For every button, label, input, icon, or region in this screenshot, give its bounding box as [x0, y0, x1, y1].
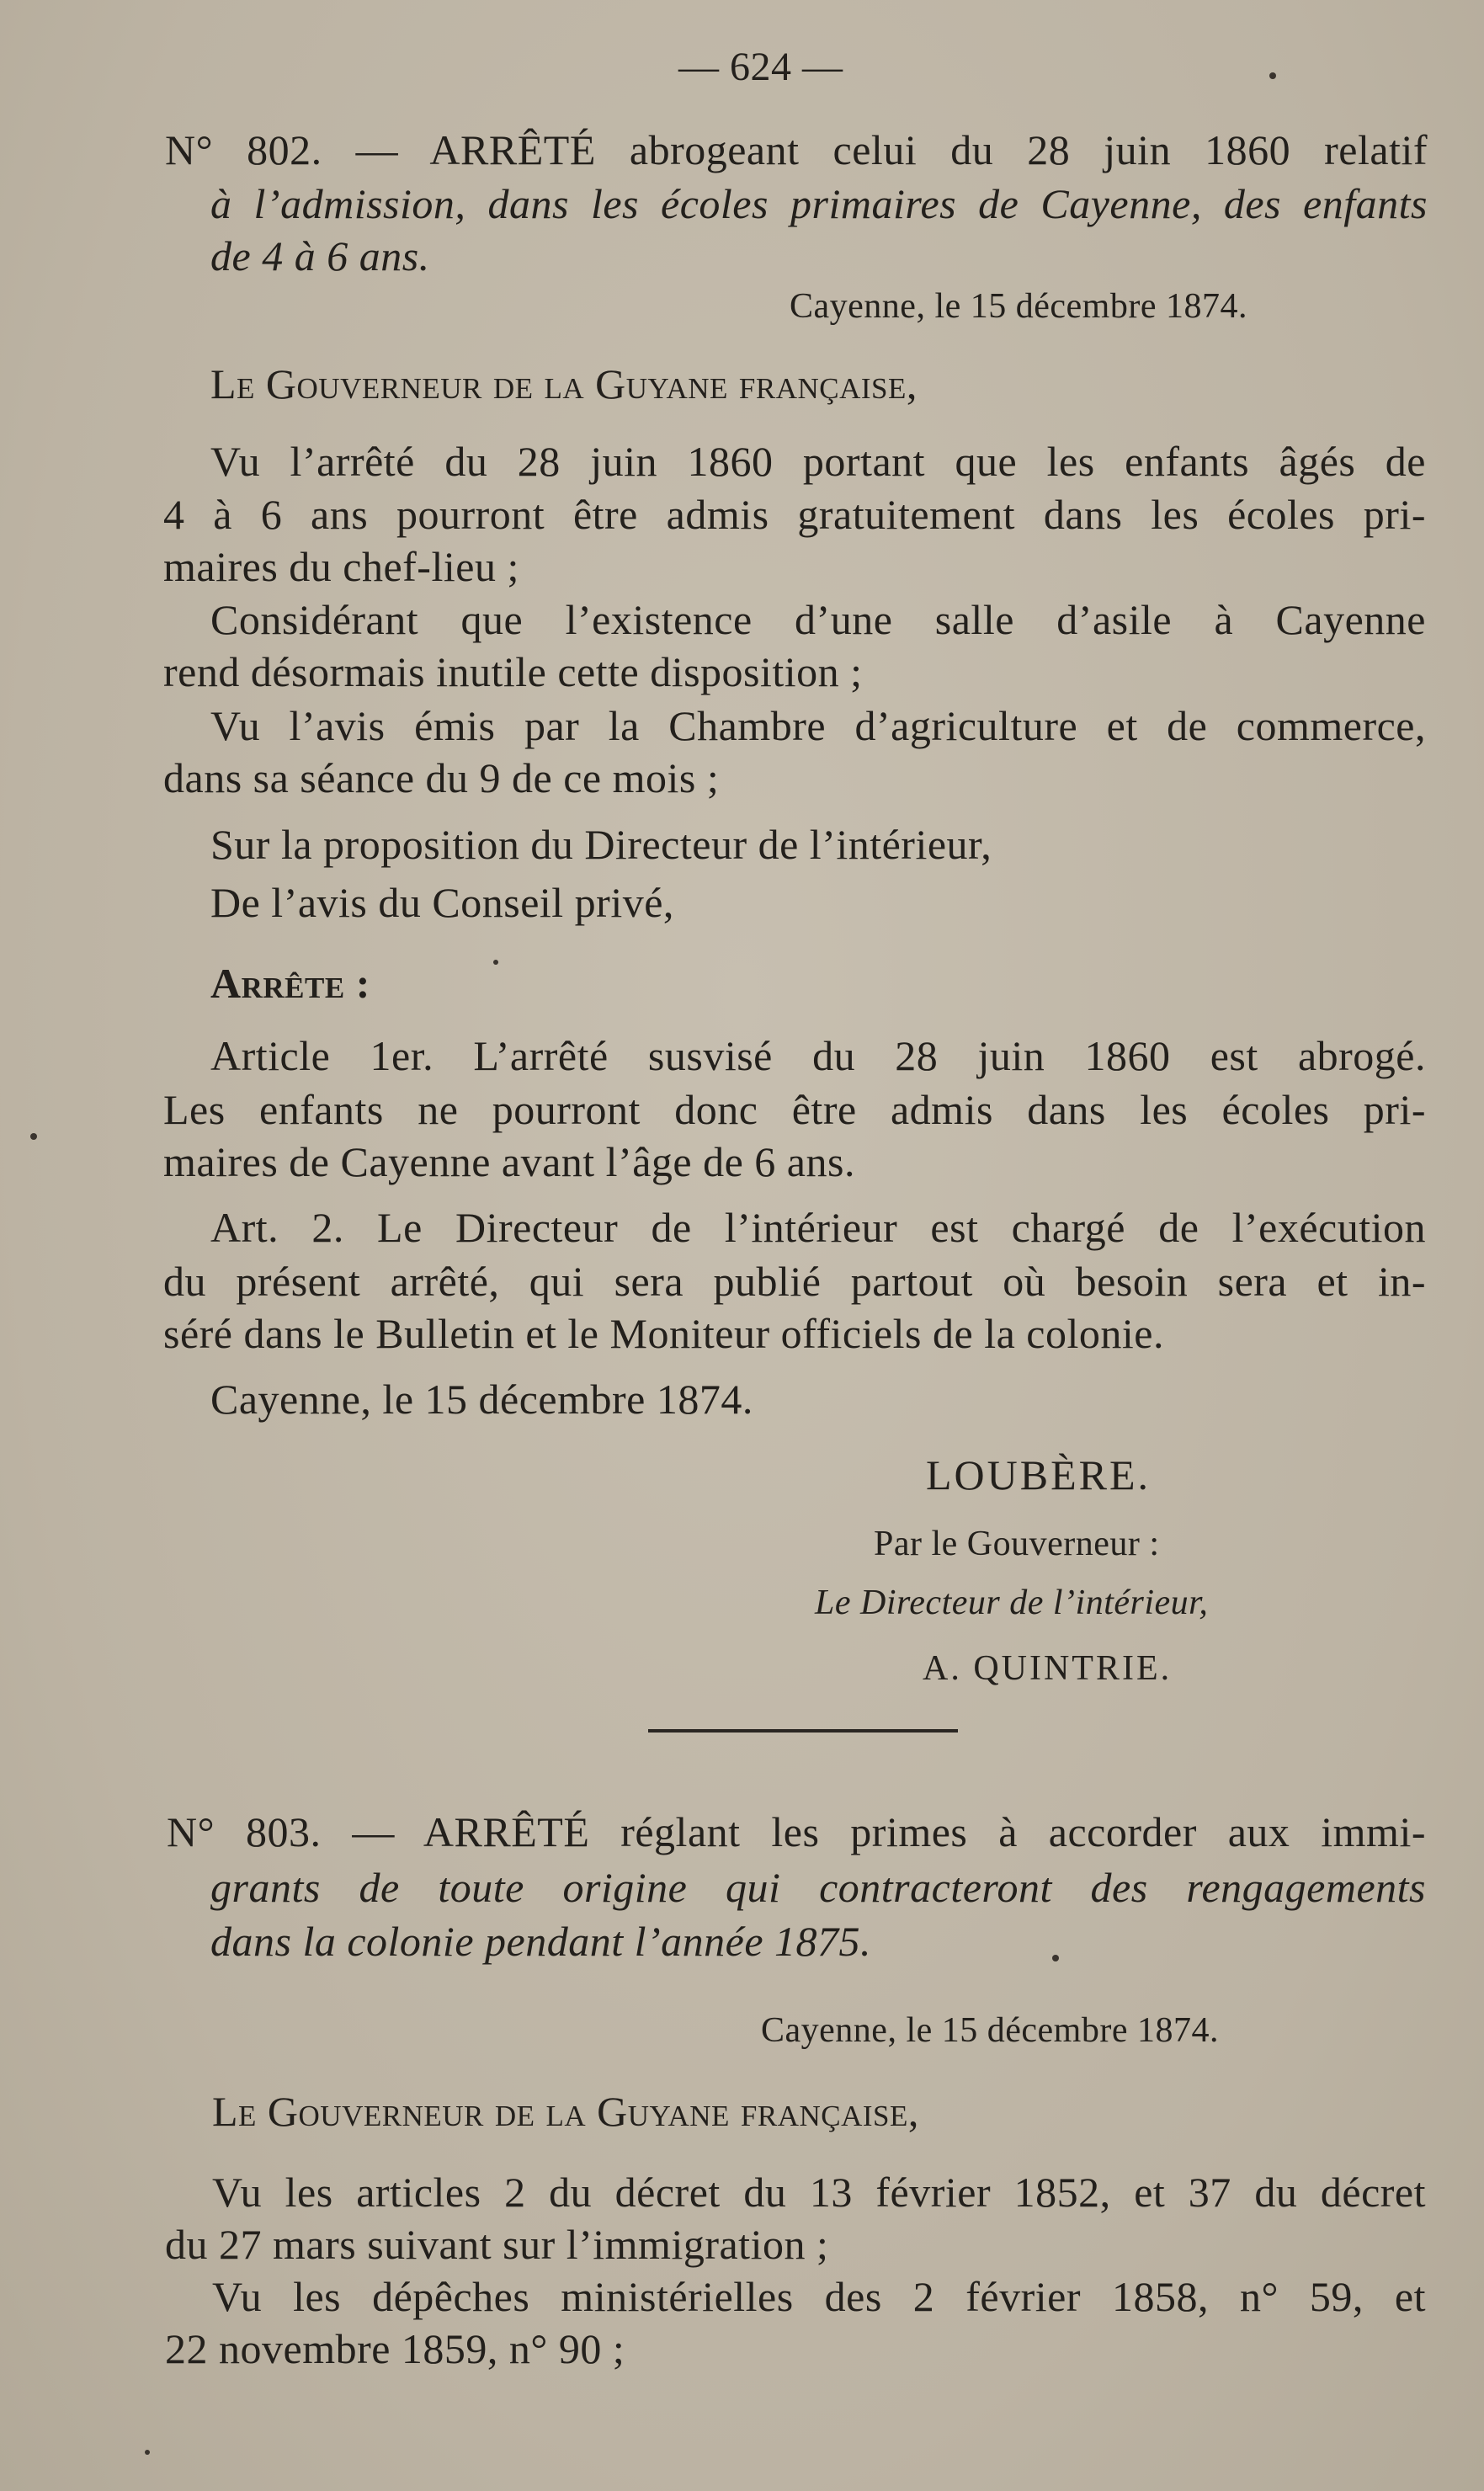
doc802-body-line-9: Sur la proposition du Directeur de l’intérieur,	[210, 821, 992, 868]
doc802-body-line-6: rend désormais inutile cette disposition ;	[163, 648, 863, 695]
doc803-title-line-2: grants de toute origine qui contracteront des rengagements	[210, 1864, 1426, 1911]
scan-speck	[145, 2450, 150, 2455]
scan-speck	[493, 960, 498, 965]
doc803-body-line-1: Le Gouverneur de la Guyane française,	[212, 2088, 919, 2135]
doc802-body-line-13: Les enfants ne pourront donc être admis dans les écoles pri-	[163, 1086, 1426, 1133]
doc802-body-line-8: dans sa séance du 9 de ce mois ;	[163, 754, 720, 801]
section-separator	[648, 1729, 958, 1733]
doc803-body-line-5: 22 novembre 1859, n° 90 ;	[165, 2325, 625, 2372]
doc802-director-title: Le Directeur de l’intérieur,	[815, 1583, 1209, 1622]
doc802-dateline: Cayenne, le 15 décembre 1874.	[790, 287, 1247, 326]
doc802-body-line-7: Vu l’avis émis par la Chambre d’agriculture et de commerce,	[210, 702, 1426, 749]
doc802-body-line-16: du présent arrêté, qui sera publié partout où besoin sera et in-	[163, 1258, 1426, 1305]
doc802-body-line-12: Article 1er. L’arrêté susvisé du 28 juin 1860 est abrogé.	[210, 1032, 1426, 1079]
doc803-dateline: Cayenne, le 15 décembre 1874.	[761, 2011, 1219, 2050]
doc803-title-line-3: dans la colonie pendant l’année 1875.	[210, 1918, 872, 1965]
doc802-body-line-1: Le Gouverneur de la Guyane française,	[210, 360, 918, 407]
doc803-body-line-2: Vu les articles 2 du décret du 13 février 1852, et 37 du décret	[212, 2169, 1426, 2216]
page-number: — 624 —	[678, 45, 843, 89]
doc803-body-line-4: Vu les dépêches ministérielles des 2 février 1858, n° 59, et	[212, 2273, 1426, 2320]
doc802-signature: LOUBÈRE.	[926, 1451, 1152, 1498]
doc802-title-line-1: N° 802. — ARRÊTÉ abrogeant celui du 28 juin 1860 relatif	[165, 126, 1428, 173]
doc802-body-line-15: Art. 2. Le Directeur de l’intérieur est chargé de l’exécution	[210, 1204, 1426, 1251]
scan-speck	[1052, 1955, 1059, 1961]
scan-speck	[1269, 72, 1276, 79]
doc802-title-line-2: à l’admission, dans les écoles primaires de Cayenne, des enfants	[210, 180, 1428, 227]
doc802-closing-dateline: Cayenne, le 15 décembre 1874.	[210, 1376, 753, 1423]
doc802-body-line-17: séré dans le Bulletin et le Moniteur officiels de la colonie.	[163, 1310, 1164, 1357]
doc802-title-line-3: de 4 à 6 ans.	[210, 232, 430, 279]
doc802-by-governor: Par le Gouverneur :	[874, 1525, 1160, 1563]
doc802-body-line-4: maires du chef-lieu ;	[163, 543, 519, 590]
doc802-director-name: A. QUINTRIE.	[923, 1649, 1173, 1688]
doc802-body-line-14: maires de Cayenne avant l’âge de 6 ans.	[163, 1138, 855, 1185]
doc803-title-line-1: N° 803. — ARRÊTÉ réglant les primes à accorder aux immi-	[167, 1808, 1426, 1855]
scan-speck	[30, 1133, 37, 1140]
doc803-body-line-3: du 27 mars suivant sur l’immigration ;	[165, 2221, 829, 2268]
doc802-arrete-heading: Arrête :	[210, 960, 370, 1007]
doc802-body-line-10: De l’avis du Conseil privé,	[210, 879, 674, 926]
doc802-body-line-2: Vu l’arrêté du 28 juin 1860 portant que les enfants âgés de	[210, 438, 1426, 485]
doc802-body-line-5: Considérant que l’existence d’une salle d’asile à Cayenne	[210, 596, 1426, 643]
doc802-body-line-3: 4 à 6 ans pourront être admis gratuitement dans les écoles pri-	[163, 491, 1426, 538]
